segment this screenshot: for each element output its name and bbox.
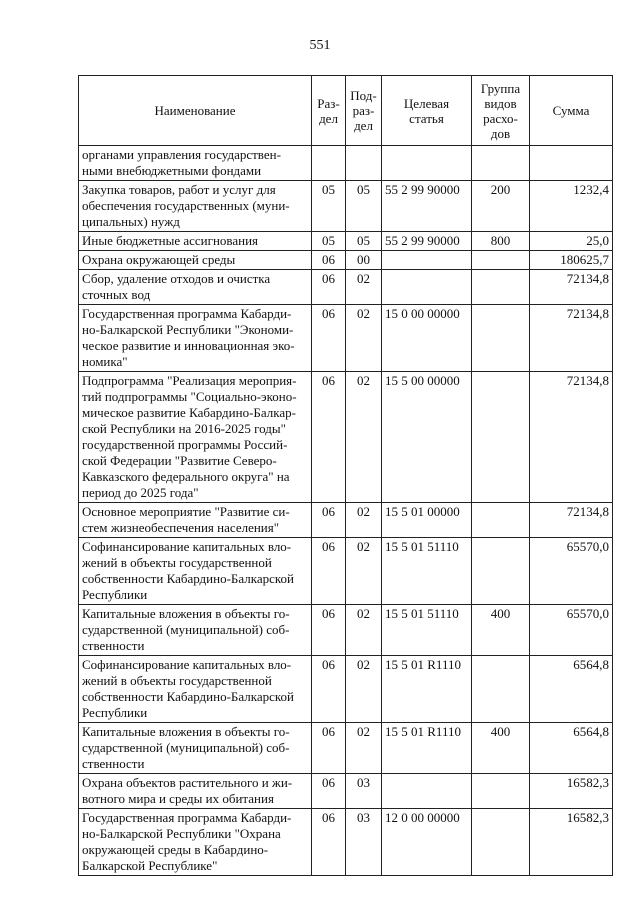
row-amount: 6564,8 [530,656,613,723]
row-target-article: 15 5 01 00000 [382,503,472,538]
page-number: 551 [309,38,331,53]
row-expense-group [472,774,530,809]
row-name: Охрана окружающей среды [79,251,312,270]
row-subsection: 05 [346,232,382,251]
row-target-article: 15 0 00 00000 [382,305,472,372]
row-subsection: 02 [346,372,382,503]
row-name: Подпрограмма "Реализация мероприя- тий подпрограммы "Социально-эконо- мическое развитие Кабардино-Балкар- ской Республики на 2016-2025 годы" государственной программы Россий- ской Федерации "Развитие Северо- Кавказского федерального округа" на период до 2025 года" [79,372,312,503]
row-section: 06 [312,305,346,372]
row-section: 06 [312,251,346,270]
header-amount: Сумма [530,76,613,146]
row-target-article [382,251,472,270]
row-subsection: 02 [346,656,382,723]
table-row [79,270,613,305]
row-expense-group: 400 [472,605,530,656]
row-amount: 16582,3 [530,774,613,809]
row-name: Софинансирование капитальных вло- жений в объекты государственной собственности Кабардино-Балкарской Республики [79,656,312,723]
row-amount: 25,0 [530,232,613,251]
row-target-article [382,270,472,305]
row-section: 06 [312,723,346,774]
header-subsection: Под- раз- дел [346,76,382,146]
table-row [79,181,613,232]
row-target-article: 15 5 01 R1110 [382,656,472,723]
header-name: Наименование [79,76,312,146]
row-expense-group [472,305,530,372]
budget-table [78,75,613,876]
row-subsection: 02 [346,305,382,372]
row-name: Капитальные вложения в объекты го- сударственной (муниципальной) соб- ственности [79,605,312,656]
table-row [79,305,613,372]
row-target-article [382,146,472,181]
row-subsection: 05 [346,181,382,232]
row-subsection: 02 [346,723,382,774]
row-amount: 72134,8 [530,372,613,503]
row-amount: 1232,4 [530,181,613,232]
row-name: Государственная программа Кабарди- но-Балкарской Республики "Экономи- ческое развитие и инновационная эко- номика" [79,305,312,372]
row-target-article: 55 2 99 90000 [382,232,472,251]
row-section [312,146,346,181]
table-row [79,538,613,605]
row-expense-group [472,251,530,270]
row-section: 06 [312,270,346,305]
row-section: 06 [312,538,346,605]
row-name: Капитальные вложения в объекты го- сударственной (муниципальной) соб- ственности [79,723,312,774]
row-target-article: 12 0 00 00000 [382,809,472,876]
row-expense-group [472,809,530,876]
row-expense-group [472,270,530,305]
row-expense-group: 200 [472,181,530,232]
row-subsection [346,146,382,181]
header-expense-group: Группа видов расхо- дов [472,76,530,146]
row-expense-group [472,146,530,181]
row-subsection: 02 [346,605,382,656]
row-subsection: 03 [346,809,382,876]
row-section: 06 [312,809,346,876]
table-row [79,723,613,774]
row-target-article: 15 5 01 R1110 [382,723,472,774]
row-amount: 65570,0 [530,538,613,605]
row-amount: 6564,8 [530,723,613,774]
row-expense-group [472,503,530,538]
row-expense-group [472,656,530,723]
row-subsection: 03 [346,774,382,809]
row-section: 06 [312,372,346,503]
row-expense-group [472,538,530,605]
row-target-article: 15 5 00 00000 [382,372,472,503]
row-section: 06 [312,503,346,538]
row-name: Закупка товаров, работ и услуг для обеспечения государственных (муни- ципальных) нужд [79,181,312,232]
row-target-article: 55 2 99 90000 [382,181,472,232]
row-expense-group [472,372,530,503]
row-name: Государственная программа Кабарди- но-Балкарской Республики "Охрана окружающей среды в Кабардино- Балкарской Республике" [79,809,312,876]
row-name: Софинансирование капитальных вло- жений в объекты государственной собственности Кабардино-Балкарской Республики [79,538,312,605]
row-name: Иные бюджетные ассигнования [79,232,312,251]
table-row [79,774,613,809]
row-target-article: 15 5 01 51110 [382,605,472,656]
table-row [79,146,613,181]
row-target-article [382,774,472,809]
row-name: Основное мероприятие "Развитие си- стем жизнеобеспечения населения" [79,503,312,538]
row-section: 05 [312,181,346,232]
row-section: 06 [312,605,346,656]
table-header-row [79,76,613,146]
row-section: 06 [312,774,346,809]
row-subsection: 00 [346,251,382,270]
row-expense-group: 400 [472,723,530,774]
row-amount: 16582,3 [530,809,613,876]
table-row [79,232,613,251]
row-subsection: 02 [346,270,382,305]
table-row [79,809,613,876]
row-amount: 72134,8 [530,503,613,538]
row-amount: 72134,8 [530,305,613,372]
table-row [79,656,613,723]
row-subsection: 02 [346,503,382,538]
header-target-article: Целевая статья [382,76,472,146]
row-expense-group: 800 [472,232,530,251]
table-row [79,372,613,503]
table-row [79,251,613,270]
row-target-article: 15 5 01 51110 [382,538,472,605]
row-subsection: 02 [346,538,382,605]
row-name: Охрана объектов растительного и жи- вотного мира и среды их обитания [79,774,312,809]
row-name: Сбор, удаление отходов и очистка сточных вод [79,270,312,305]
row-amount: 72134,8 [530,270,613,305]
row-amount: 180625,7 [530,251,613,270]
row-section: 05 [312,232,346,251]
row-amount [530,146,613,181]
table-row [79,605,613,656]
row-amount: 65570,0 [530,605,613,656]
row-name: органами управления государствен- ными внебюджетными фондами [79,146,312,181]
table-row [79,503,613,538]
header-section: Раз- дел [312,76,346,146]
row-section: 06 [312,656,346,723]
